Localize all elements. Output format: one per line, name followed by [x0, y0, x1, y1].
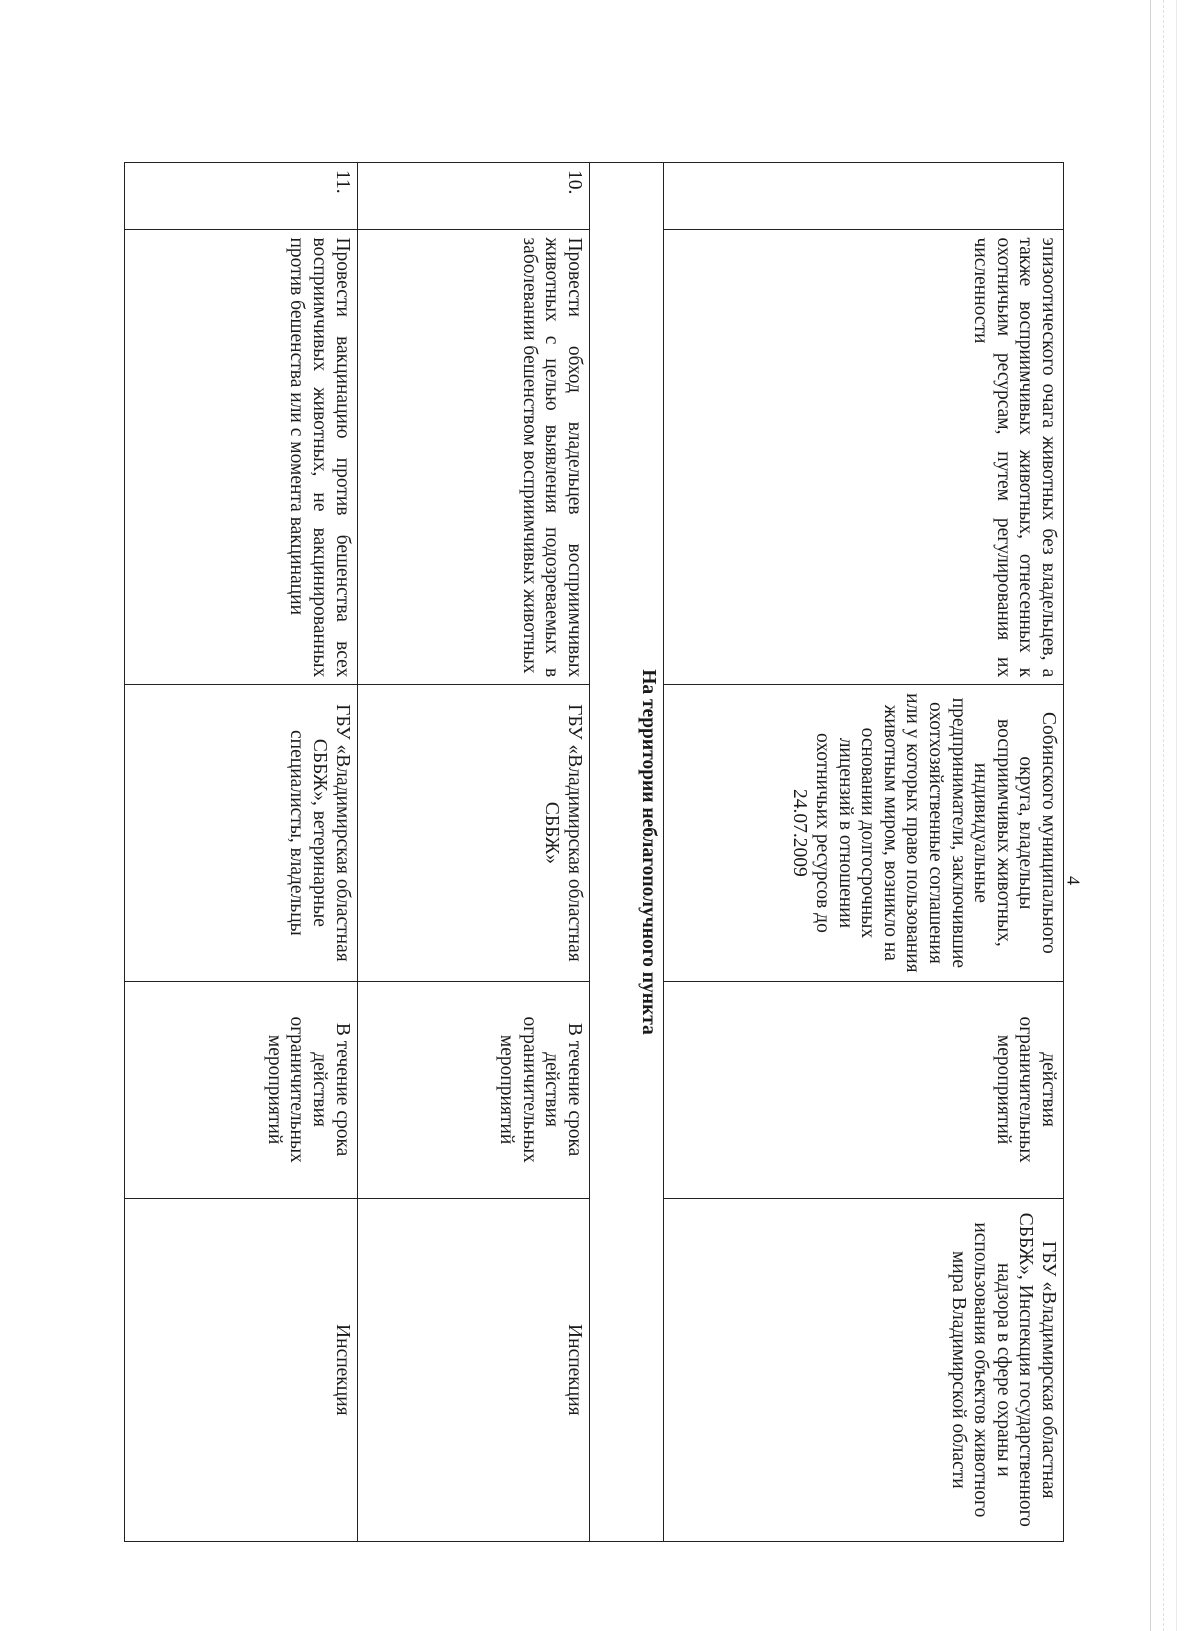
executor-text: ГБУ «Владимирская областная СББЖ»: [357, 685, 590, 981]
row-number: [664, 163, 1064, 230]
measure-text: Провести вакцинацию против бешенства всех восприимчивых животных, не вакцинированных против бешенства или с момента вакцинации: [125, 230, 358, 685]
term-text: В течение срока действия ограничительных мероприятий: [125, 981, 358, 1198]
control-text: ГБУ «Владимирская областная СББЖ», Инспекция государственного надзора в сфере охраны и использования объектов животного мира Владимирской области: [664, 1198, 1064, 1541]
term-text: действия ограничительных мероприятий: [664, 981, 1064, 1198]
rotated-table-container: [124, 162, 1064, 1542]
term-text: В течение срока действия ограничительных мероприятий: [357, 981, 590, 1198]
control-text: Инспекция: [357, 1198, 590, 1541]
section-row: [590, 163, 664, 1542]
measure-text: Провести обход владельцев восприимчивых животных с целью выявления подозреваемых в заболевании бешенством восприимчивых животных: [357, 230, 590, 685]
scan-edge-line: [1150, 0, 1151, 1631]
table-row-10: [357, 163, 590, 1542]
table-row-continued: [664, 163, 1064, 1542]
measures-table: [124, 162, 1064, 1542]
scan-edge-line: [1163, 0, 1164, 1631]
executor-text: Собинского муниципального округа, владельцы восприимчивых животных, индивидуальные предприниматели, заключившие охотхозяйственные соглашения или у которых право пользования животным миром, возникло на основании долгосрочных лицензий в отношении охотничьих ресурсов до 24.07.2009: [664, 685, 1064, 981]
control-text: Инспекция: [125, 1198, 358, 1541]
row-number: 11.: [125, 163, 358, 230]
page-number: 4: [1063, 876, 1084, 885]
measure-text: эпизоотического очага животных без владельцев, а также восприимчивых животных, отнесенных к охотничьим ресурсам, путем регулирования их численности: [664, 230, 1064, 685]
section-title: На территории неблагополучного пункта: [590, 163, 664, 1542]
row-number: 10.: [357, 163, 590, 230]
executor-text: ГБУ «Владимирская областная СББЖ», ветеринарные специалисты, владельцы: [125, 685, 358, 981]
table-row-11: [125, 163, 358, 1542]
scan-edge-line: [1176, 0, 1177, 1631]
